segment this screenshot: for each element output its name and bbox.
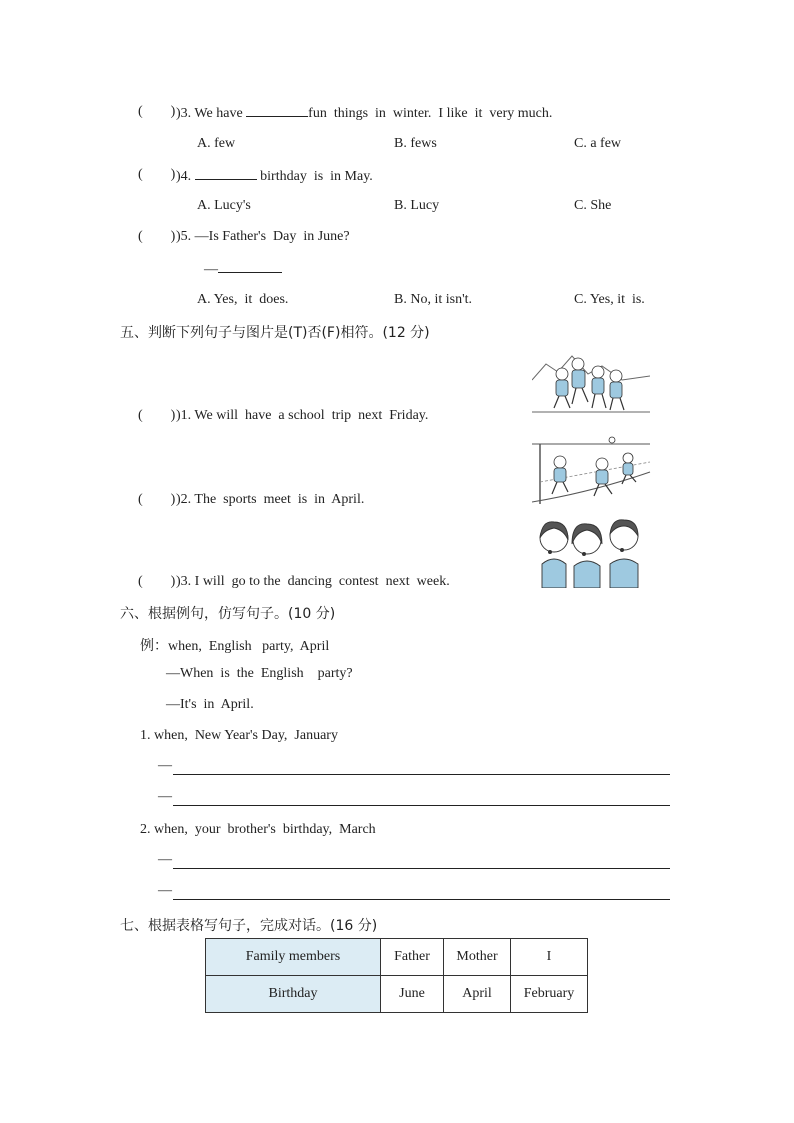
statement-1: )1. We will have a school trip next Friday. <box>176 408 429 423</box>
table-row <box>206 976 588 1013</box>
option-b[interactable]: B. No, it isn't. <box>394 292 472 307</box>
option-a[interactable]: A. Yes, it does. <box>197 292 289 307</box>
option-c[interactable]: C. a few <box>574 136 622 151</box>
option-c[interactable]: C. She <box>574 198 612 213</box>
table-cell: Mother <box>444 939 511 976</box>
answer-paren[interactable]: ( ) <box>138 574 176 589</box>
fill-blank[interactable] <box>218 260 282 273</box>
option-c[interactable]: C. Yes, it is. <box>574 292 645 307</box>
table-row <box>206 939 588 976</box>
table-cell: Father <box>381 939 444 976</box>
table-header-cell: Family members <box>206 939 381 976</box>
example-answer: —It's in April. <box>166 697 254 712</box>
table-cell: February <box>511 976 588 1013</box>
table-cell: June <box>381 976 444 1013</box>
singing-children-picture <box>534 514 656 588</box>
answer-line[interactable] <box>173 805 670 806</box>
question-text: We have <box>194 106 243 121</box>
question-number: )3. <box>176 106 192 121</box>
dash-mark: — <box>158 789 172 804</box>
sports-meet-picture <box>532 432 652 508</box>
section-title: 七、根据表格写句子，完成对话。(16 分) <box>120 918 378 934</box>
section-title: 五、判断下列句子与图片是(T)否(F)相符。(12 分) <box>120 325 430 341</box>
example-prompt: 例：when, English party, April <box>140 639 330 654</box>
answer-paren[interactable]: ( ) <box>138 492 176 507</box>
option-a[interactable]: A. Lucy's <box>197 198 251 213</box>
birthday-table <box>205 938 588 1013</box>
table-header-cell: Birthday <box>206 976 381 1013</box>
dash-mark: — <box>158 758 172 773</box>
fill-blank[interactable] <box>246 104 308 117</box>
answer-paren[interactable]: ( ) <box>138 104 176 119</box>
option-b[interactable]: B. fews <box>394 136 437 151</box>
school-trip-picture <box>532 350 650 420</box>
writing-prompt-1: 1. when, New Year's Day, January <box>140 728 338 743</box>
table-cell: I <box>511 939 588 976</box>
answer-dash <box>204 260 282 278</box>
dash-mark: — <box>158 883 172 898</box>
answer-paren[interactable]: ( ) <box>138 229 176 244</box>
writing-prompt-2: 2. when, your brother's birthday, March <box>140 822 376 837</box>
statement-2: )2. The sports meet is in April. <box>176 492 365 507</box>
question-4 <box>176 167 373 185</box>
statement-3: )3. I will go to the dancing contest next week. <box>176 574 450 589</box>
table-cell: April <box>444 976 511 1013</box>
answer-line[interactable] <box>173 868 670 869</box>
question-3 <box>176 104 552 122</box>
answer-line[interactable] <box>173 899 670 900</box>
dash-mark: — <box>158 852 172 867</box>
example-question: —When is the English party? <box>166 666 353 681</box>
fill-blank[interactable] <box>195 167 257 180</box>
question-text: —Is Father's Day in June? <box>194 229 350 244</box>
question-text: birthday is in May. <box>260 169 373 184</box>
question-5 <box>176 229 350 245</box>
question-text: fun things in winter. I like it very much. <box>308 106 553 121</box>
answer-line[interactable] <box>173 774 670 775</box>
dash-mark: — <box>204 262 218 277</box>
option-b[interactable]: B. Lucy <box>394 198 440 213</box>
question-number: )4. <box>176 169 192 184</box>
option-a[interactable]: A. few <box>197 136 236 151</box>
question-number: )5. <box>176 229 192 244</box>
section-title: 六、根据例句，仿写句子。(10 分) <box>120 606 336 622</box>
answer-paren[interactable]: ( ) <box>138 167 176 182</box>
answer-paren[interactable]: ( ) <box>138 408 176 423</box>
